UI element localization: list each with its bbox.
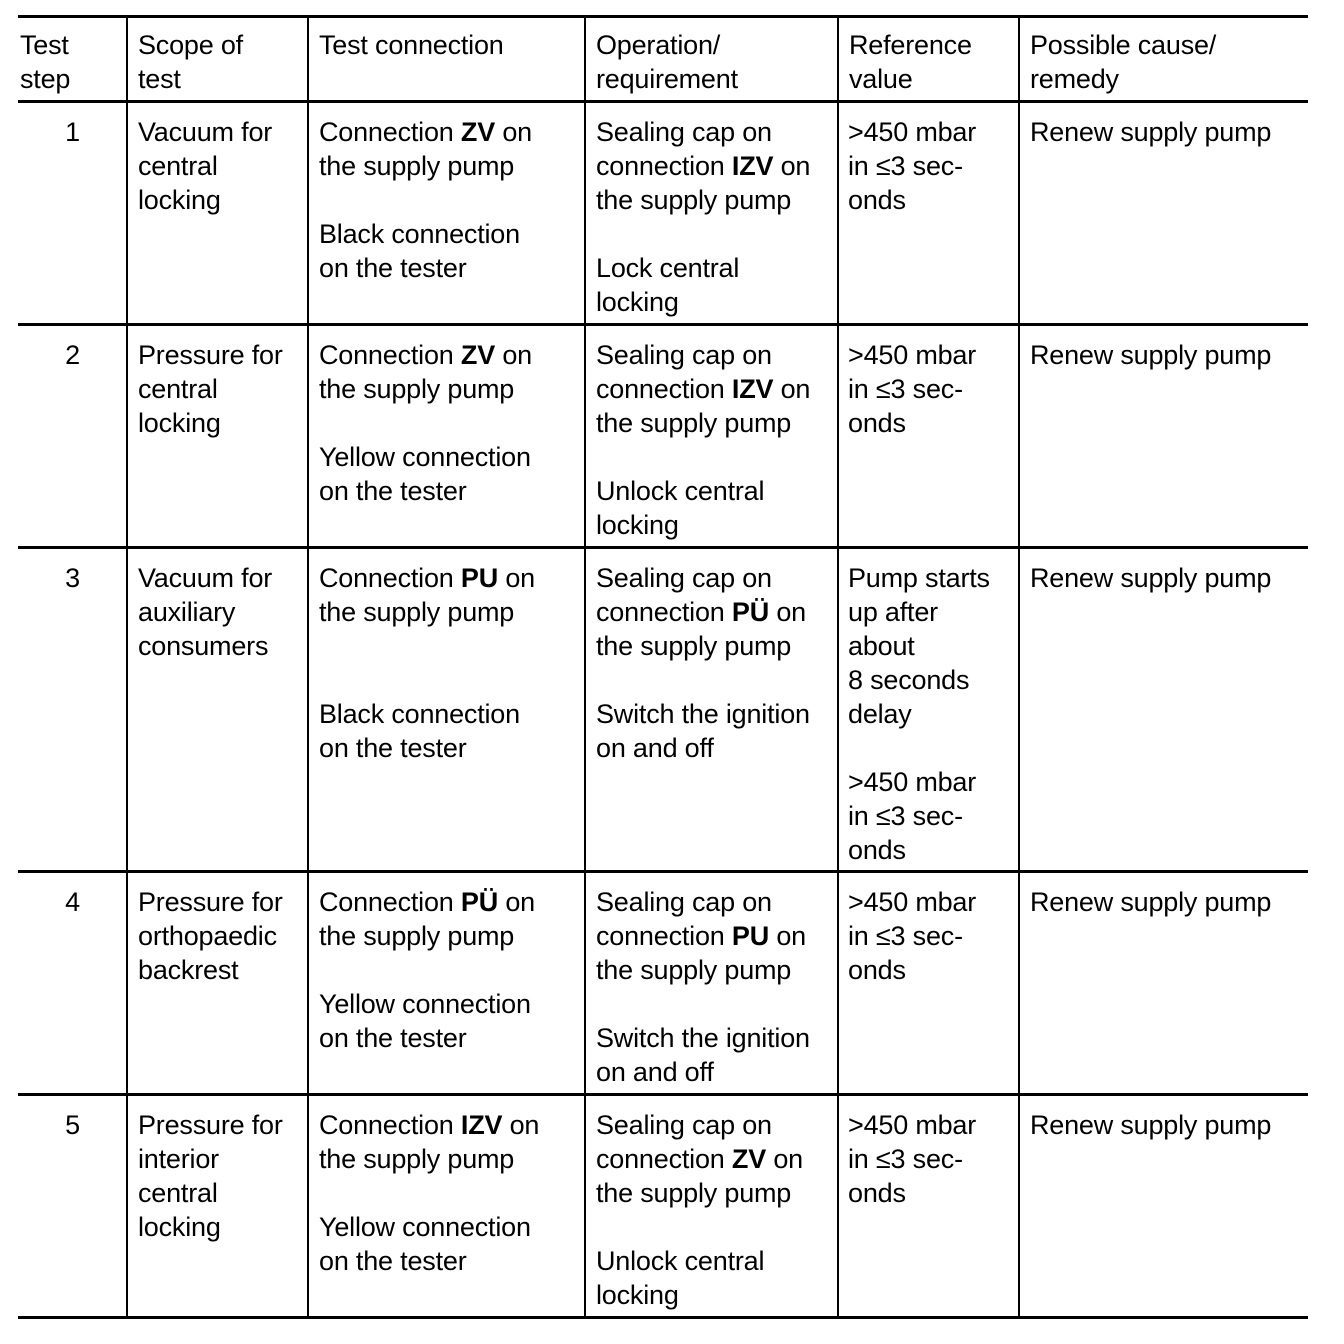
operation-line: connection IZV on (596, 374, 811, 404)
connection-code: ZV (460, 117, 496, 147)
test-connection-cell (319, 338, 582, 508)
operation-action-text: Unlock central (596, 476, 765, 506)
operation-line: Sealing cap on (596, 563, 772, 593)
remedy-text: Renew supply pump (1030, 117, 1272, 147)
tester-connection-text: on the tester (319, 476, 467, 506)
reference-text: onds (848, 408, 906, 438)
step-number (18, 561, 127, 595)
spacer (596, 440, 837, 474)
spacer (596, 987, 837, 1021)
step-number (18, 338, 127, 372)
operation-line: connection IZV on (596, 151, 811, 181)
test-connection-cell (319, 561, 582, 765)
operation-cell (596, 885, 837, 1089)
tester-connection-text: Yellow connection (319, 1212, 531, 1242)
spacer (319, 1176, 582, 1210)
operation-line: connection PU on (596, 921, 806, 951)
step-number (18, 1108, 127, 1142)
operation-action-text: on and off (596, 733, 714, 763)
connection-line: the supply pump (319, 151, 515, 181)
reference-text: onds (848, 835, 906, 865)
step-number (18, 115, 127, 149)
operation-cell (596, 1108, 837, 1312)
connection-code: IZV (731, 151, 774, 181)
column-rule (1018, 15, 1020, 1319)
spacer (319, 629, 582, 663)
reference-value-cell (848, 338, 1017, 440)
operation-cell (596, 338, 837, 542)
operation-line: Sealing cap on (596, 887, 772, 917)
operation-action-text: locking (596, 510, 679, 540)
step-text: 1 (65, 117, 80, 147)
connection-code: PU (731, 921, 770, 951)
column-rule (584, 15, 586, 1319)
header-text: Possible cause/ (1030, 30, 1217, 60)
spacer (319, 663, 582, 697)
connection-line: Connection PU on (319, 563, 535, 593)
remedy-text: Renew supply pump (1030, 1110, 1272, 1140)
test-connection-cell (319, 1108, 582, 1278)
operation-action-text: locking (596, 287, 679, 317)
row-rule (18, 323, 1308, 326)
spacer (319, 953, 582, 987)
spacer (596, 217, 837, 251)
column-rule (307, 15, 309, 1319)
header-text: Reference (849, 30, 972, 60)
reference-value-cell (848, 885, 1017, 987)
column-header (138, 28, 305, 96)
remedy-cell (1030, 115, 1307, 149)
header-text: Test connection (319, 30, 504, 60)
column-header (849, 28, 1016, 96)
reference-text: >450 mbar (848, 117, 977, 147)
row-rule (18, 1093, 1308, 1096)
scope-text: backrest (138, 955, 239, 985)
header-rule (18, 100, 1308, 103)
header-text: Operation/ (596, 30, 721, 60)
remedy-text: Renew supply pump (1030, 340, 1272, 370)
operation-action-text: on and off (596, 1057, 714, 1087)
operation-action-text: locking (596, 1280, 679, 1310)
operation-action-text: Switch the ignition (596, 1023, 810, 1053)
reference-value-cell (848, 561, 1017, 867)
test-connection-cell (319, 115, 582, 285)
remedy-text: Renew supply pump (1030, 887, 1272, 917)
connection-line: Connection ZV on (319, 117, 532, 147)
column-header (319, 28, 582, 62)
operation-line: the supply pump (596, 1178, 792, 1208)
header-text: Scope of (138, 30, 243, 60)
scope-text: locking (138, 185, 221, 215)
reference-text: onds (848, 185, 906, 215)
tester-connection-text: on the tester (319, 1023, 467, 1053)
header-text: test (138, 64, 181, 94)
reference-text: Pump starts (848, 563, 990, 593)
step-text: 4 (65, 887, 80, 917)
scope-cell (138, 338, 305, 440)
header-text: step (20, 64, 71, 94)
operation-action-text: Unlock central (596, 1246, 765, 1276)
table-top-rule (18, 15, 1308, 18)
scope-text: auxiliary (138, 597, 236, 627)
spacer (319, 183, 582, 217)
spacer (319, 406, 582, 440)
reference-text: about (848, 631, 915, 661)
connection-line: Connection IZV on (319, 1110, 540, 1140)
operation-line: the supply pump (596, 631, 792, 661)
connection-line: Connection ZV on (319, 340, 532, 370)
remedy-cell (1030, 885, 1307, 919)
reference-text: in ≤3 sec- (848, 151, 963, 181)
connection-line: the supply pump (319, 921, 515, 951)
operation-line: Sealing cap on (596, 117, 772, 147)
spacer (596, 1210, 837, 1244)
column-rule (837, 15, 839, 1319)
connection-line: Connection PÜ on (319, 887, 535, 917)
connection-code: PÜ (731, 597, 770, 627)
reference-text: in ≤3 sec- (848, 921, 963, 951)
scope-text: Pressure for (138, 1110, 283, 1140)
tester-connection-text: Yellow connection (319, 989, 531, 1019)
operation-cell (596, 561, 837, 765)
tester-connection-text: Black connection (319, 699, 520, 729)
operation-line: the supply pump (596, 955, 792, 985)
operation-line: Sealing cap on (596, 340, 772, 370)
connection-line: the supply pump (319, 597, 515, 627)
header-text: Test (20, 30, 69, 60)
connection-line: the supply pump (319, 374, 515, 404)
remedy-cell (1030, 1108, 1307, 1142)
tester-connection-text: Black connection (319, 219, 520, 249)
operation-line: Sealing cap on (596, 1110, 772, 1140)
operation-action-text: Switch the ignition (596, 699, 810, 729)
operation-line: the supply pump (596, 408, 792, 438)
remedy-cell (1030, 561, 1307, 595)
operation-action-text: Lock central (596, 253, 740, 283)
row-rule (18, 870, 1308, 873)
test-connection-cell (319, 885, 582, 1055)
header-text: value (849, 64, 913, 94)
scope-text: central (138, 151, 218, 181)
scope-text: orthopaedic (138, 921, 277, 951)
step-text: 3 (65, 563, 80, 593)
spacer (848, 731, 1017, 765)
operation-cell (596, 115, 837, 319)
reference-value-cell (848, 115, 1017, 217)
connection-code: ZV (460, 340, 496, 370)
scope-text: central (138, 374, 218, 404)
scope-text: consumers (138, 631, 269, 661)
remedy-text: Renew supply pump (1030, 563, 1272, 593)
tester-connection-text: on the tester (319, 733, 467, 763)
scope-cell (138, 115, 305, 217)
step-text: 2 (65, 340, 80, 370)
connection-code: PÜ (460, 887, 499, 917)
reference-text: >450 mbar (848, 1110, 977, 1140)
column-header (20, 28, 115, 96)
reference-text: >450 mbar (848, 767, 977, 797)
scope-text: locking (138, 408, 221, 438)
reference-text: delay (848, 699, 912, 729)
tester-connection-text: on the tester (319, 1246, 467, 1276)
step-number (18, 885, 127, 919)
scope-cell (138, 561, 305, 663)
reference-text: onds (848, 1178, 906, 1208)
reference-value-cell (848, 1108, 1017, 1210)
scope-text: locking (138, 1212, 221, 1242)
reference-text: >450 mbar (848, 340, 977, 370)
scope-text: Pressure for (138, 340, 283, 370)
operation-line: the supply pump (596, 185, 792, 215)
reference-text: >450 mbar (848, 887, 977, 917)
scope-text: Vacuum for (138, 117, 273, 147)
reference-text: onds (848, 955, 906, 985)
scope-text: Vacuum for (138, 563, 273, 593)
reference-text: 8 seconds (848, 665, 970, 695)
remedy-cell (1030, 338, 1307, 372)
operation-line: connection ZV on (596, 1144, 803, 1174)
row-rule (18, 546, 1308, 549)
tester-connection-text: on the tester (319, 253, 467, 283)
header-text: requirement (596, 64, 738, 94)
connection-code: ZV (731, 1144, 767, 1174)
column-header (596, 28, 835, 96)
scope-cell (138, 1108, 305, 1244)
reference-text: up after (848, 597, 938, 627)
connection-code: IZV (731, 374, 774, 404)
scope-cell (138, 885, 305, 987)
table-bottom-rule (18, 1316, 1308, 1319)
reference-text: in ≤3 sec- (848, 1144, 963, 1174)
connection-code: IZV (460, 1110, 503, 1140)
column-header (1030, 28, 1305, 96)
spacer (596, 663, 837, 697)
tester-connection-text: Yellow connection (319, 442, 531, 472)
connection-line: the supply pump (319, 1144, 515, 1174)
operation-line: connection PÜ on (596, 597, 806, 627)
scope-text: interior (138, 1144, 219, 1174)
reference-text: in ≤3 sec- (848, 801, 963, 831)
reference-text: in ≤3 sec- (848, 374, 963, 404)
connection-code: PU (460, 563, 499, 593)
scope-text: central (138, 1178, 218, 1208)
scope-text: Pressure for (138, 887, 283, 917)
step-text: 5 (65, 1110, 80, 1140)
header-text: remedy (1030, 64, 1119, 94)
